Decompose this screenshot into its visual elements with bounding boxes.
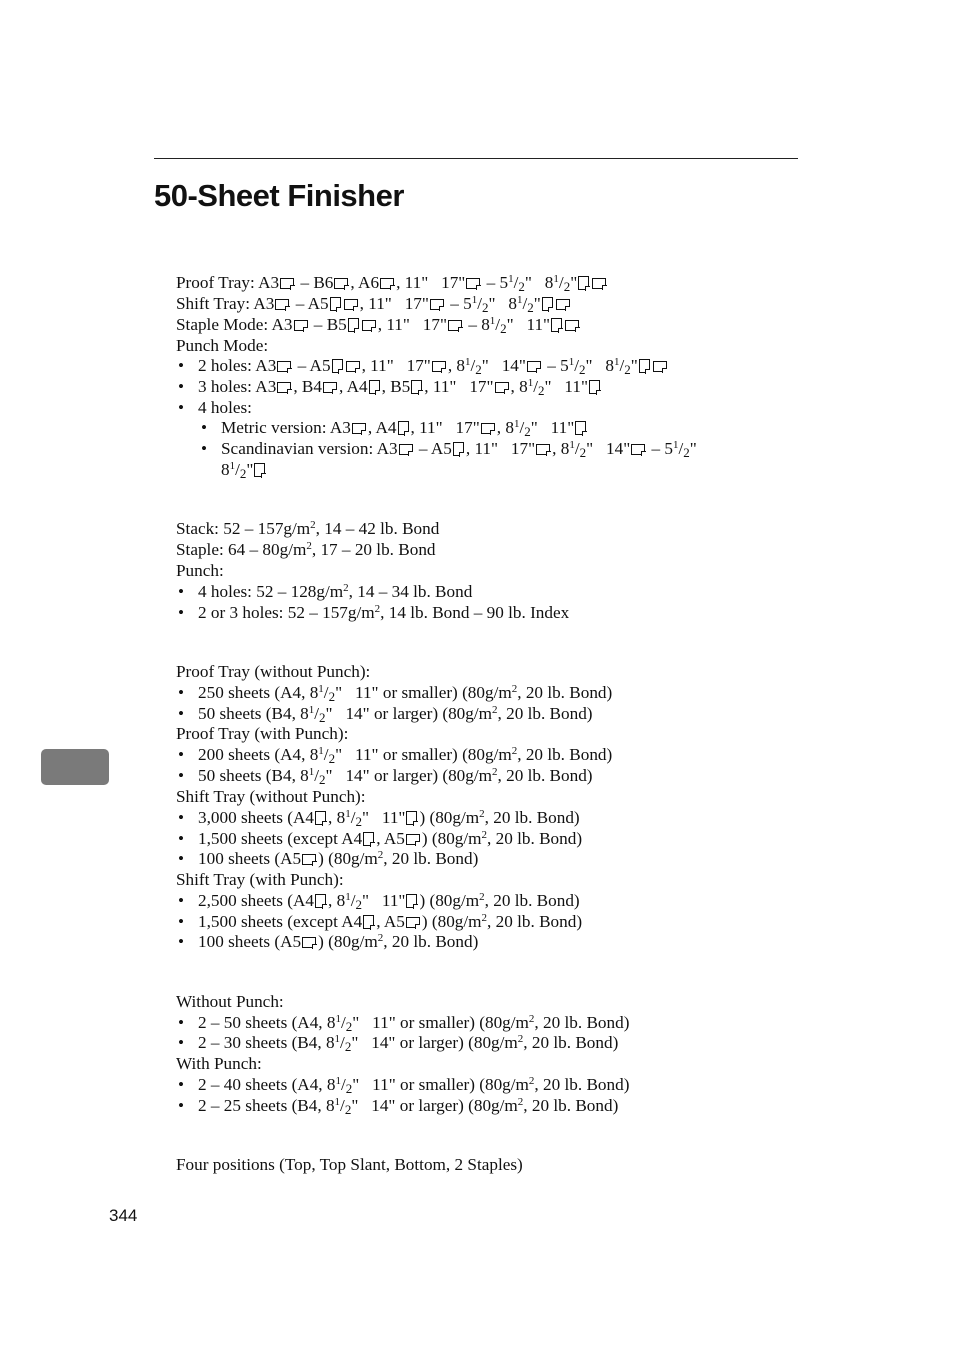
shift-no-punch-heading: Shift Tray (without Punch): [176,787,366,806]
list-item: • Scandinavian version: A3 – A5 , 11" 17" , $8^1/2$" 14" – $5^1/2$" [176,438,697,462]
list-item: • 4 holes: [176,397,252,418]
list-item: • 2,500 sheets (A4 , $8^1/2$" 11" ) ($80g/m^2$, 20 lb. Bond) [176,890,580,914]
list-item: • 2 holes: A3 – A5 , 11" 17" , $8^1/2$" 14" – $5^1/2$" $8^1/2$" [176,355,669,379]
list-item-continuation: $8^1/2$" [176,459,267,483]
staple-mode-size: Staple Mode: A3 – B5 , 11" 17" – $8^1/2$" 11" [176,314,581,338]
weight-staple: Staple: $64 - 80g/m^2$, 17 – 20 lb. Bond [176,540,436,559]
shift-punch-heading: Shift Tray (with Punch): [176,870,344,889]
list-item: • 250 sheets (A4, $8^1/2$" 11" or smaller) ($80g/m^2$, 20 lb. Bond) [176,682,612,706]
list-item: • 2 – 25 sheets (B4, $8^1/2$" 14" or larger) ($80g/m^2$, 20 lb. Bond) [176,1095,618,1119]
list-item: • 3,000 sheets (A4 , $8^1/2$" 11" ) ($80g/m^2$, 20 lb. Bond) [176,807,580,831]
list-item: • 100 sheets (A5 ) ($80g/m^2$, 20 lb. Bond) [176,931,478,955]
proof-tray-size: Proof Tray: A3 – B6 , A6 , 11" 17" – $5^1/2$" $8^1/2$" [176,272,608,296]
list-item: • 2 – 30 sheets (B4, $8^1/2$" 14" or larger) ($80g/m^2$, 20 lb. Bond) [176,1032,618,1056]
list-item: • 4 holes: $52 - 128g/m^2$, 14 – 34 lb. Bond [176,581,472,605]
list-item: • 200 sheets (A4, $8^1/2$" 11" or smaller) ($80g/m^2$, 20 lb. Bond) [176,744,612,768]
list-item: • 3 holes: A3 , B4 , A4 , B5 , 11" 17" , $8^1/2$" 11" [176,376,602,400]
list-item: • 2 – 40 sheets (A4, $8^1/2$" 11" or smaller) ($80g/m^2$, 20 lb. Bond) [176,1074,629,1098]
proof-punch-heading: Proof Tray (with Punch): [176,724,349,743]
list-item: • Metric version: A3 , A4 , 11" 17" , $8^1/2$" 11" [176,417,588,441]
proof-no-punch-heading: Proof Tray (without Punch): [176,662,371,681]
list-item: • 2 or 3 holes: $52 - 157g/m^2$, 14 lb. Bond – 90 lb. Index [176,602,569,626]
weight-punch-heading: Punch: [176,561,224,580]
list-item: • 2 – 50 sheets (A4, $8^1/2$" 11" or smaller) ($80g/m^2$, 20 lb. Bond) [176,1012,629,1036]
punch-mode-heading: Punch Mode: [176,336,269,355]
weight-stack: Stack: $52 - 157g/m^2$, 14 – 42 lb. Bond [176,519,440,538]
page-title: 50-Sheet Finisher [154,178,404,213]
with-punch-heading: With Punch: [176,1054,262,1073]
staple-positions: Four positions (Top, Top Slant, Bottom, 2 Staples) [176,1155,523,1174]
page-number: 344 [109,1206,138,1225]
list-item: • 1,500 sheets (except A4 , A5 ) ($80g/m^2$, 20 lb. Bond) [176,911,582,935]
without-punch-heading: Without Punch: [176,992,284,1011]
list-item: • 50 sheets (B4, $8^1/2$" 14" or larger) ($80g/m^2$, 20 lb. Bond) [176,765,593,789]
list-item: • 50 sheets (B4, $8^1/2$" 14" or larger) ($80g/m^2$, 20 lb. Bond) [176,703,593,727]
shift-tray-size: Shift Tray: A3 – A5 , 11" 17" – $5^1/2$" $8^1/2$" [176,293,572,317]
header-rule [154,158,798,159]
chapter-tab [41,749,109,785]
list-item: • 1,500 sheets (except A4 , A5 ) ($80g/m^2$, 20 lb. Bond) [176,828,582,852]
list-item: • 100 sheets (A5 ) ($80g/m^2$, 20 lb. Bond) [176,848,478,872]
